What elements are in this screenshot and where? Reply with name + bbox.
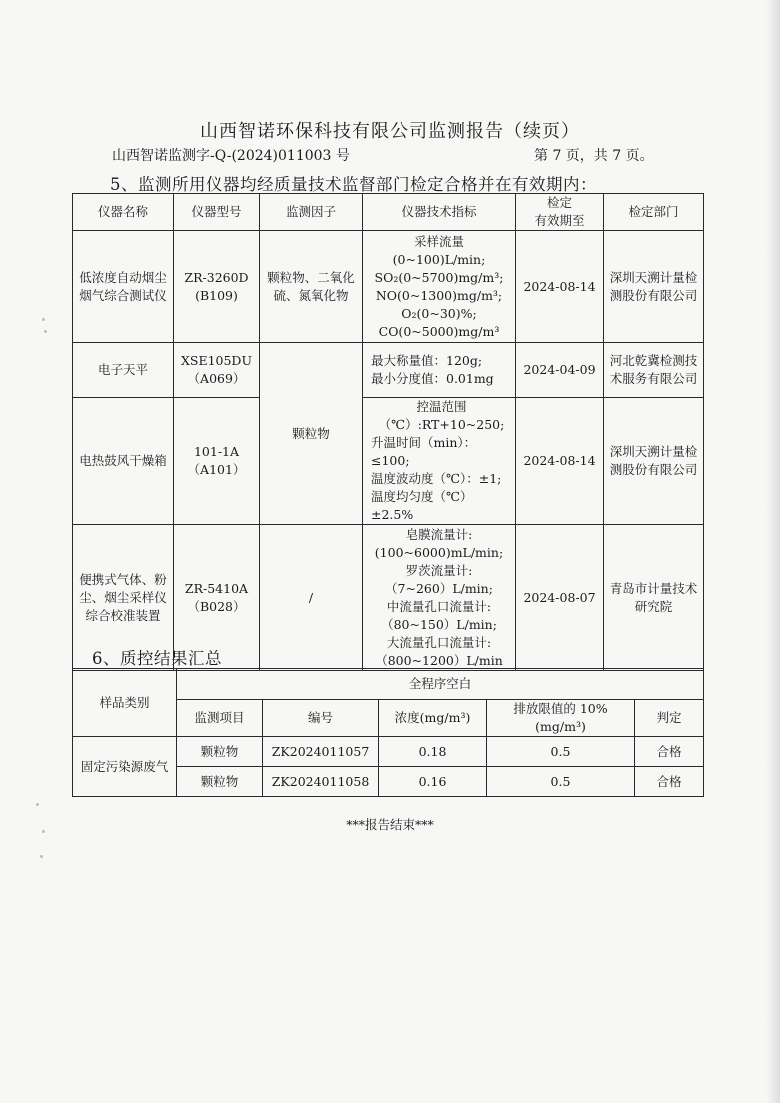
spec-line: (100~6000)mL/min; — [374, 544, 504, 560]
instrument-row — [73, 231, 704, 343]
qc-table — [72, 668, 704, 797]
instrument-row — [73, 343, 704, 398]
model-line: ZR-5410A — [184, 580, 249, 596]
qc-row — [73, 737, 704, 767]
instrument-factor: 颗粒物 — [260, 343, 363, 525]
qc-header-conc: 浓度(mg/m³) — [379, 700, 487, 737]
qc-header-limit: 排放限值的 10%(mg/m³) — [487, 700, 635, 737]
spec-line: 升温时间（min）：≤100; — [371, 435, 477, 468]
instrument-model — [174, 231, 260, 343]
report-number: 山西智诺监测字-Q-(2024)011003 号 — [112, 148, 350, 164]
spec-line: (0~100)L/min; — [392, 251, 486, 267]
spec-line: SO₂(0~5700)mg/m³; — [374, 269, 504, 285]
section5-heading: 5、监测所用仪器均经质量技术监督部门检定合格并在有效期内： — [110, 175, 597, 194]
spec-line: 最小分度值：0.01mg — [371, 371, 494, 386]
model-line: ZR-3260D — [184, 269, 249, 285]
header-valid — [516, 194, 604, 231]
page-info: 第 7 页，共 7 页。 — [534, 148, 654, 164]
instrument-row — [73, 398, 704, 525]
instrument-factor: 颗粒物、二氧化硫、氮氧化物 — [260, 231, 363, 343]
model-code: （A069） — [187, 371, 246, 386]
scan-speck — [42, 830, 45, 833]
instrument-name: 电热鼓风干燥箱 — [73, 398, 174, 525]
instrument-spec — [363, 398, 516, 525]
instrument-name: 便携式气体、粉尘、烟尘采样仪综合校准装置 — [73, 525, 174, 671]
section6-heading: 6、质控结果汇总 — [92, 649, 222, 668]
qc-limit: 0.5 — [487, 767, 635, 797]
qc-conc: 0.18 — [379, 737, 487, 767]
instrument-spec — [363, 343, 516, 398]
header-valid-line2: 有效期至 — [534, 213, 585, 228]
qc-code: ZK2024011058 — [263, 767, 379, 797]
instrument-dept: 青岛市计量技术研究院 — [604, 525, 704, 671]
spec-line: O₂(0~30)%; — [401, 305, 477, 321]
header-name: 仪器名称 — [73, 194, 174, 231]
spec-line: NO(0~1300)mg/m³; — [375, 287, 503, 303]
scan-speck — [42, 318, 45, 321]
spec-line: 中流量孔口流量计: — [386, 598, 492, 614]
spec-line: 采样流量 — [413, 233, 464, 249]
header-valid-line1: 检定 — [546, 195, 572, 210]
model-code: （B028） — [187, 598, 246, 614]
spec-line: 温度均匀度（℃）±2.5% — [371, 489, 473, 522]
instrument-dept: 深圳天溯计量检测股份有限公司 — [604, 398, 704, 525]
instrument-valid-date: 2024-04-09 — [516, 343, 604, 398]
scan-speck — [40, 855, 43, 858]
instrument-model — [174, 398, 260, 525]
instrument-dept: 深圳天溯计量检测股份有限公司 — [604, 231, 704, 343]
qc-header-code: 编号 — [263, 700, 379, 737]
instrument-table — [72, 193, 704, 671]
qc-code: ZK2024011057 — [263, 737, 379, 767]
qc-header-row — [73, 669, 704, 700]
instrument-model — [174, 343, 260, 398]
qc-limit: 0.5 — [487, 737, 635, 767]
spec-line: 控温范围 — [416, 399, 467, 414]
qc-judge: 合格 — [635, 737, 704, 767]
qc-judge: 合格 — [635, 767, 704, 797]
spec-line: （80~150）L/min; — [381, 616, 497, 632]
spec-line: 皂膜流量计: — [405, 526, 473, 542]
qc-header-item: 监测项目 — [177, 700, 263, 737]
instrument-valid-date: 2024-08-14 — [516, 398, 604, 525]
scan-speck — [36, 803, 39, 806]
instrument-valid-date: 2024-08-07 — [516, 525, 604, 671]
scan-speck — [44, 330, 47, 333]
spec-line: CO(0~5000)mg/m³ — [378, 323, 500, 339]
header-factor: 监测因子 — [260, 194, 363, 231]
model-code: (B109) — [195, 287, 238, 303]
model-code: （A101） — [187, 462, 246, 477]
spec-line: （℃）:RT+10~250; — [378, 417, 505, 432]
instrument-valid-date: 2024-08-14 — [516, 231, 604, 343]
group-header: 全程序空白 — [177, 669, 704, 700]
spec-line: 大流量孔口流量计: — [386, 634, 492, 650]
qc-conc: 0.16 — [379, 767, 487, 797]
qc-item: 颗粒物 — [177, 767, 263, 797]
qc-header-judge: 判定 — [635, 700, 704, 737]
instrument-dept: 河北乾冀检测技术服务有限公司 — [604, 343, 704, 398]
qc-item: 颗粒物 — [177, 737, 263, 767]
instrument-spec — [363, 525, 516, 671]
spec-line: 温度波动度（℃）：±1; — [371, 471, 502, 486]
sample-type: 固定污染源废气 — [73, 737, 177, 797]
header-model: 仪器型号 — [174, 194, 260, 231]
spec-line: 最大称量值：120g; — [371, 353, 483, 368]
model-line: XSE105DU — [180, 353, 252, 368]
instrument-spec — [363, 231, 516, 343]
spec-line: 罗茨流量计: — [405, 562, 473, 578]
model-line: 101-1A — [193, 444, 240, 459]
instrument-name: 低浓度自动烟尘烟气综合测试仪 — [73, 231, 174, 343]
header-spec: 仪器技术指标 — [363, 194, 516, 231]
spec-line: （800~1200）L/min — [375, 652, 503, 668]
report-title: 山西智诺环保科技有限公司监测报告（续页） — [200, 121, 580, 142]
spec-line: （7~260）L/min; — [385, 580, 493, 596]
page-edge-shadow — [766, 0, 780, 1103]
sample-type-header: 样品类别 — [73, 669, 177, 737]
instrument-header-row — [73, 194, 704, 231]
header-dept: 检定部门 — [604, 194, 704, 231]
instrument-name: 电子天平 — [73, 343, 174, 398]
report-end-mark: ***报告结束*** — [346, 817, 434, 832]
instrument-factor: / — [260, 525, 363, 671]
